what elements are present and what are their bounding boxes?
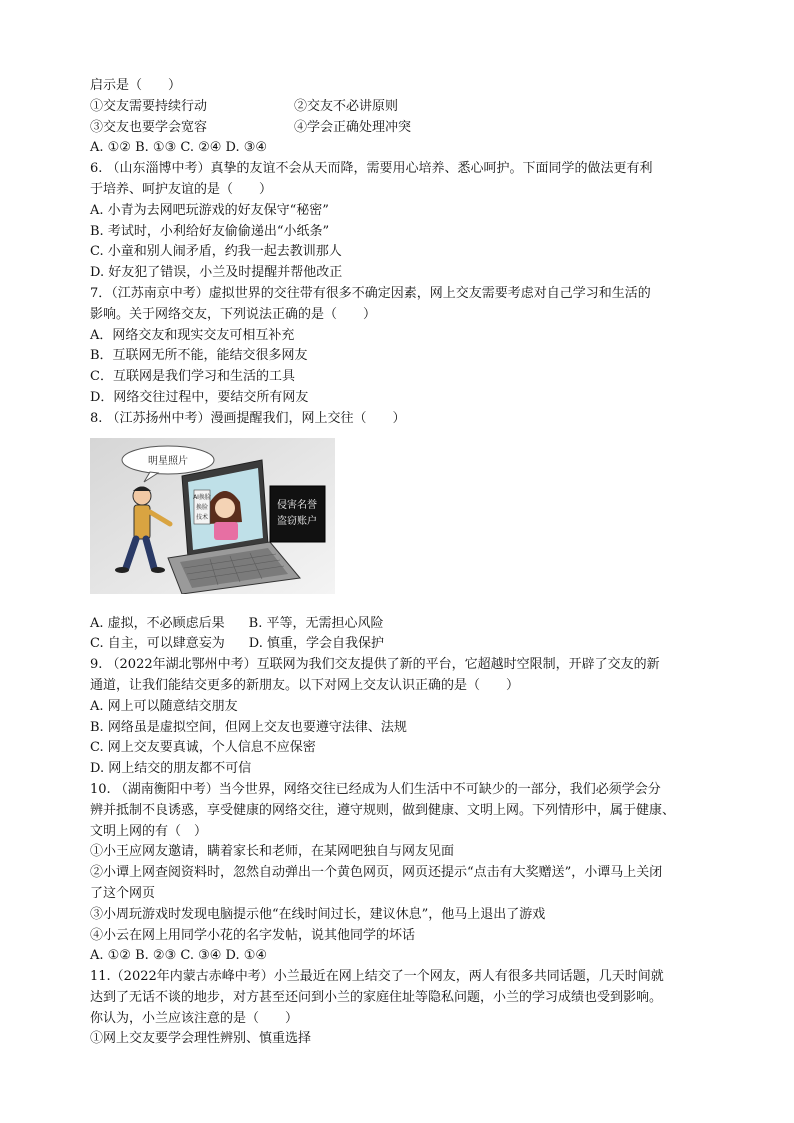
q5-option-2: ②交友不必讲原则 [294, 98, 399, 114]
q9-option-d: D. 网上结交的朋友都不可信 [90, 761, 252, 777]
q8-cartoon-image [90, 438, 335, 594]
q8-option-b: B. 平等，无需担心风险 [248, 615, 384, 631]
q5-option-4: ④学会正确处理冲突 [294, 119, 412, 135]
q8-option-d: D. 慎重，学会自我保护 [248, 636, 384, 652]
q10-item-3: ③小周玩游戏时发现电脑提示他“在线时间过长，建议休息”，他马上退出了游戏 [90, 906, 546, 922]
cartoon-screen-sign-2: 换脸 [195, 503, 209, 511]
q10-item-1: ①小王应网友邀请，瞒着家长和老师，在某网吧独自与网友见面 [90, 844, 455, 860]
q9-stem-line-2: 通道，让我们能结交更多的新朋友。以下对网上交友认识正确的是（ ） [90, 677, 520, 693]
q8-option-a: A. 虚拟，不必顾虑后果 [90, 615, 225, 631]
q6-option-b: B. 考试时，小利给好友偷偷递出“小纸条” [90, 223, 330, 239]
q5-options-row-2 [90, 118, 706, 139]
q10-item-2: ②小谭上网查阅资料时，忽然自动弹出一个黄色网页，网页还提示“点击有大奖赠送”，小谭马上关闭 [90, 865, 663, 881]
q6-option-d: D. 好友犯了错误，小兰及时提醒并帮他改正 [90, 265, 343, 281]
q9-option-c: C. 网上交友要真诚，个人信息不应保密 [90, 740, 316, 756]
q7-option-d: D．网络交往过程中，要结交所有网友 [90, 389, 309, 405]
q8-option-c: C. 自主，可以肆意妄为 [90, 636, 225, 652]
cartoon-screen-sign-3: 技术 [195, 513, 209, 521]
q9-stem-line-1: 9. （2022年湖北鄂州中考）互联网为我们交友提供了新的平台，它超越时空限制，开辟了交友的新 [90, 657, 660, 673]
q5-answers: A. ①② B. ①③ C. ②④ D. ③④ [90, 140, 268, 156]
exam-page [90, 76, 706, 1050]
q5-option-1: ①交友需要持续行动 [90, 98, 208, 114]
q9-option-a: A. 网上可以随意结交朋友 [90, 698, 238, 714]
q10-item-2-cont: 了这个网页 [90, 885, 156, 901]
q10-answers: A. ①② B. ②③ C. ③④ D. ①④ [90, 948, 268, 964]
q10-stem-line-1: 10. （湖南衡阳中考）当今世界，网络交往已经成为人们生活中不可缺少的一部分，我们必须学会分 [90, 781, 661, 797]
q5-option-3: ③交友也要学会宽容 [90, 119, 208, 135]
q8-options-row-2 [90, 634, 706, 655]
cartoon-board-line-1: 侵害名誉 [277, 499, 317, 511]
q5-options-row-1 [90, 97, 706, 118]
q11-item-1: ①网上交友要学会理性辨别、慎重选择 [90, 1031, 312, 1047]
q8-options-row-1 [90, 614, 706, 635]
q10-stem-line-2: 辨并抵制不良诱惑，享受健康的网络交往，遵守规则，做到健康、文明上网。下列情形中，属于健康、 [90, 802, 676, 818]
q7-option-c: C．互联网是我们学习和生活的工具 [90, 369, 295, 385]
q11-stem-line-1: 11.（2022年内蒙古赤峰中考）小兰最近在网上结交了一个网友，两人有很多共同话题，几天时间就 [90, 969, 664, 985]
cartoon-board-line-2: 盗窃账户 [277, 515, 317, 527]
q7-option-b: B．互联网无所不能，能结交很多网友 [90, 348, 308, 364]
q11-stem-line-2: 达到了无话不谈的地步，对方甚至还问到小兰的家庭住址等隐私问题，小兰的学习成绩也受到影响。 [90, 989, 663, 1005]
q6-option-a: A. 小青为去网吧玩游戏的好友保守“秘密” [90, 202, 329, 218]
cartoon-bubble-text: 明星照片 [148, 455, 188, 467]
q8-cartoon-container [90, 438, 706, 610]
q8-stem: 8. （江苏扬州中考）漫画提醒我们，网上交往（ ） [90, 410, 406, 426]
cartoon-screen-sign-1: AI换脸 [193, 493, 211, 501]
q10-item-4: ④小云在网上用同学小花的名字发帖，说其他同学的坏话 [90, 927, 416, 943]
q6-stem-line-1: 6. （山东淄博中考）真挚的友谊不会从天而降，需要用心培养、悉心呵护。下面同学的做法更有利 [90, 161, 653, 177]
q6-stem-line-2: 于培养、呵护友谊的是（ ） [90, 181, 273, 197]
q9-option-b: B. 网络虽是虚拟空间，但网上交友也要遵守法律、法规 [90, 719, 407, 735]
q6-option-c: C. 小童和别人闹矛盾，约我一起去教训那人 [90, 244, 342, 260]
q7-option-a: A．网络交友和现实交友可相互补充 [90, 327, 295, 343]
q7-stem-line-2: 影响。关于网络交友，下列说法正确的是（ ） [90, 306, 377, 322]
q5-stem-tail: 启示是（ ） [90, 78, 182, 93]
q7-stem-line-1: 7．（江苏南京中考）虚拟世界的交往带有很多不确定因素，网上交友需要考虑对自己学习和生活的 [90, 285, 651, 301]
q10-stem-line-3: 文明上网的有（ ） [90, 823, 208, 839]
q11-stem-line-3: 你认为，小兰应该注意的是（ ） [90, 1010, 299, 1026]
